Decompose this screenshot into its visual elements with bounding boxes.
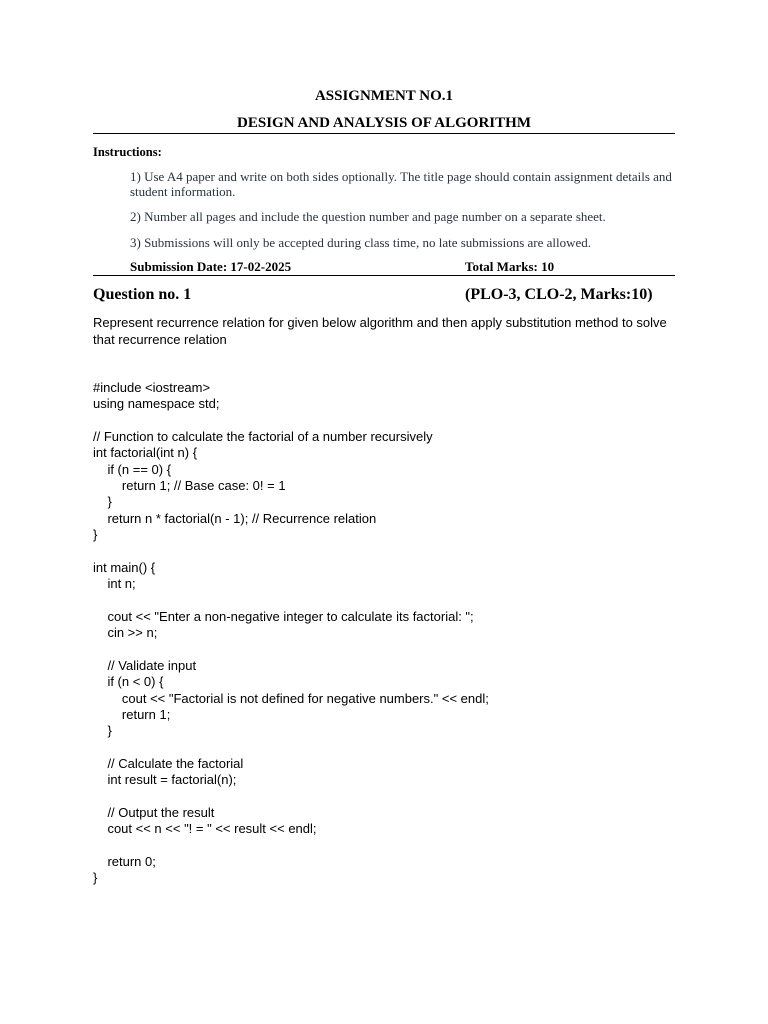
code-line: // Output the result — [93, 804, 215, 820]
code-line — [93, 740, 489, 756]
code-line — [93, 838, 489, 854]
question-prompt: Represent recurrence relation for given below algorithm and then apply substitution method to solve that recurrence relation — [93, 315, 667, 347]
code-line: return 1; // Base case: 0! = 1 — [93, 478, 286, 494]
code-line: } — [93, 870, 98, 886]
code-line: #include <iostream> — [93, 380, 211, 395]
code-line: using namespace std; — [93, 396, 220, 412]
code-line: // Calculate the factorial — [93, 755, 244, 771]
assignment-title: ASSIGNMENT NO.1 — [314, 88, 454, 104]
code-line: } — [93, 723, 112, 739]
code-line: cin >> n; — [93, 625, 158, 641]
instructions-label: Instructions: — [93, 145, 162, 159]
instruction-item-2: 2) Number all pages and include the question number and page number on a separate sheet. — [130, 209, 606, 224]
code-line: int factorial(int n) { — [93, 445, 198, 461]
meta-divider — [93, 275, 675, 276]
code-line — [93, 789, 489, 805]
code-line — [93, 543, 489, 559]
code-line — [93, 592, 489, 608]
code-line: // Function to calculate the factorial of a number recursively — [93, 429, 433, 445]
code-line: cout << "Enter a non-negative integer to calculate its factorial: "; — [93, 608, 474, 624]
question-number: Question no. 1 — [93, 286, 192, 303]
header-divider — [93, 133, 675, 134]
code-line: return 0; — [93, 853, 156, 869]
instruction-item-1: 1) Use A4 paper and write on both sides optionally. The title page should contain assignment details and student information. — [130, 169, 672, 199]
code-line: // Validate input — [93, 657, 197, 673]
code-line: int n; — [93, 576, 136, 592]
code-line — [93, 642, 489, 658]
instruction-item-3: 3) Submissions will only be accepted during class time, no late submissions are allowed. — [130, 235, 592, 250]
question-tags: (PLO-3, CLO-2, Marks:10) — [465, 286, 653, 303]
code-line: int result = factorial(n); — [93, 772, 237, 788]
code-line: cout << n << "! = " << result << endl; — [93, 821, 317, 837]
course-title: DESIGN AND ANALYSIS OF ALGORITHM — [237, 115, 531, 131]
total-marks: Total Marks: 10 — [465, 259, 555, 274]
code-block — [93, 380, 489, 887]
code-line — [93, 413, 489, 429]
code-line: return 1; — [93, 706, 171, 722]
code-line: cout << "Factorial is not defined for negative numbers." << endl; — [93, 690, 489, 706]
submission-date: Submission Date: 17-02-2025 — [130, 259, 292, 274]
code-line: } — [93, 494, 112, 510]
code-line: return n * factorial(n - 1); // Recurrence relation — [93, 510, 377, 526]
code-line: int main() { — [93, 559, 156, 575]
code-line: if (n == 0) { — [93, 461, 172, 477]
code-line: if (n < 0) { — [93, 674, 164, 690]
code-line: } — [93, 527, 98, 543]
